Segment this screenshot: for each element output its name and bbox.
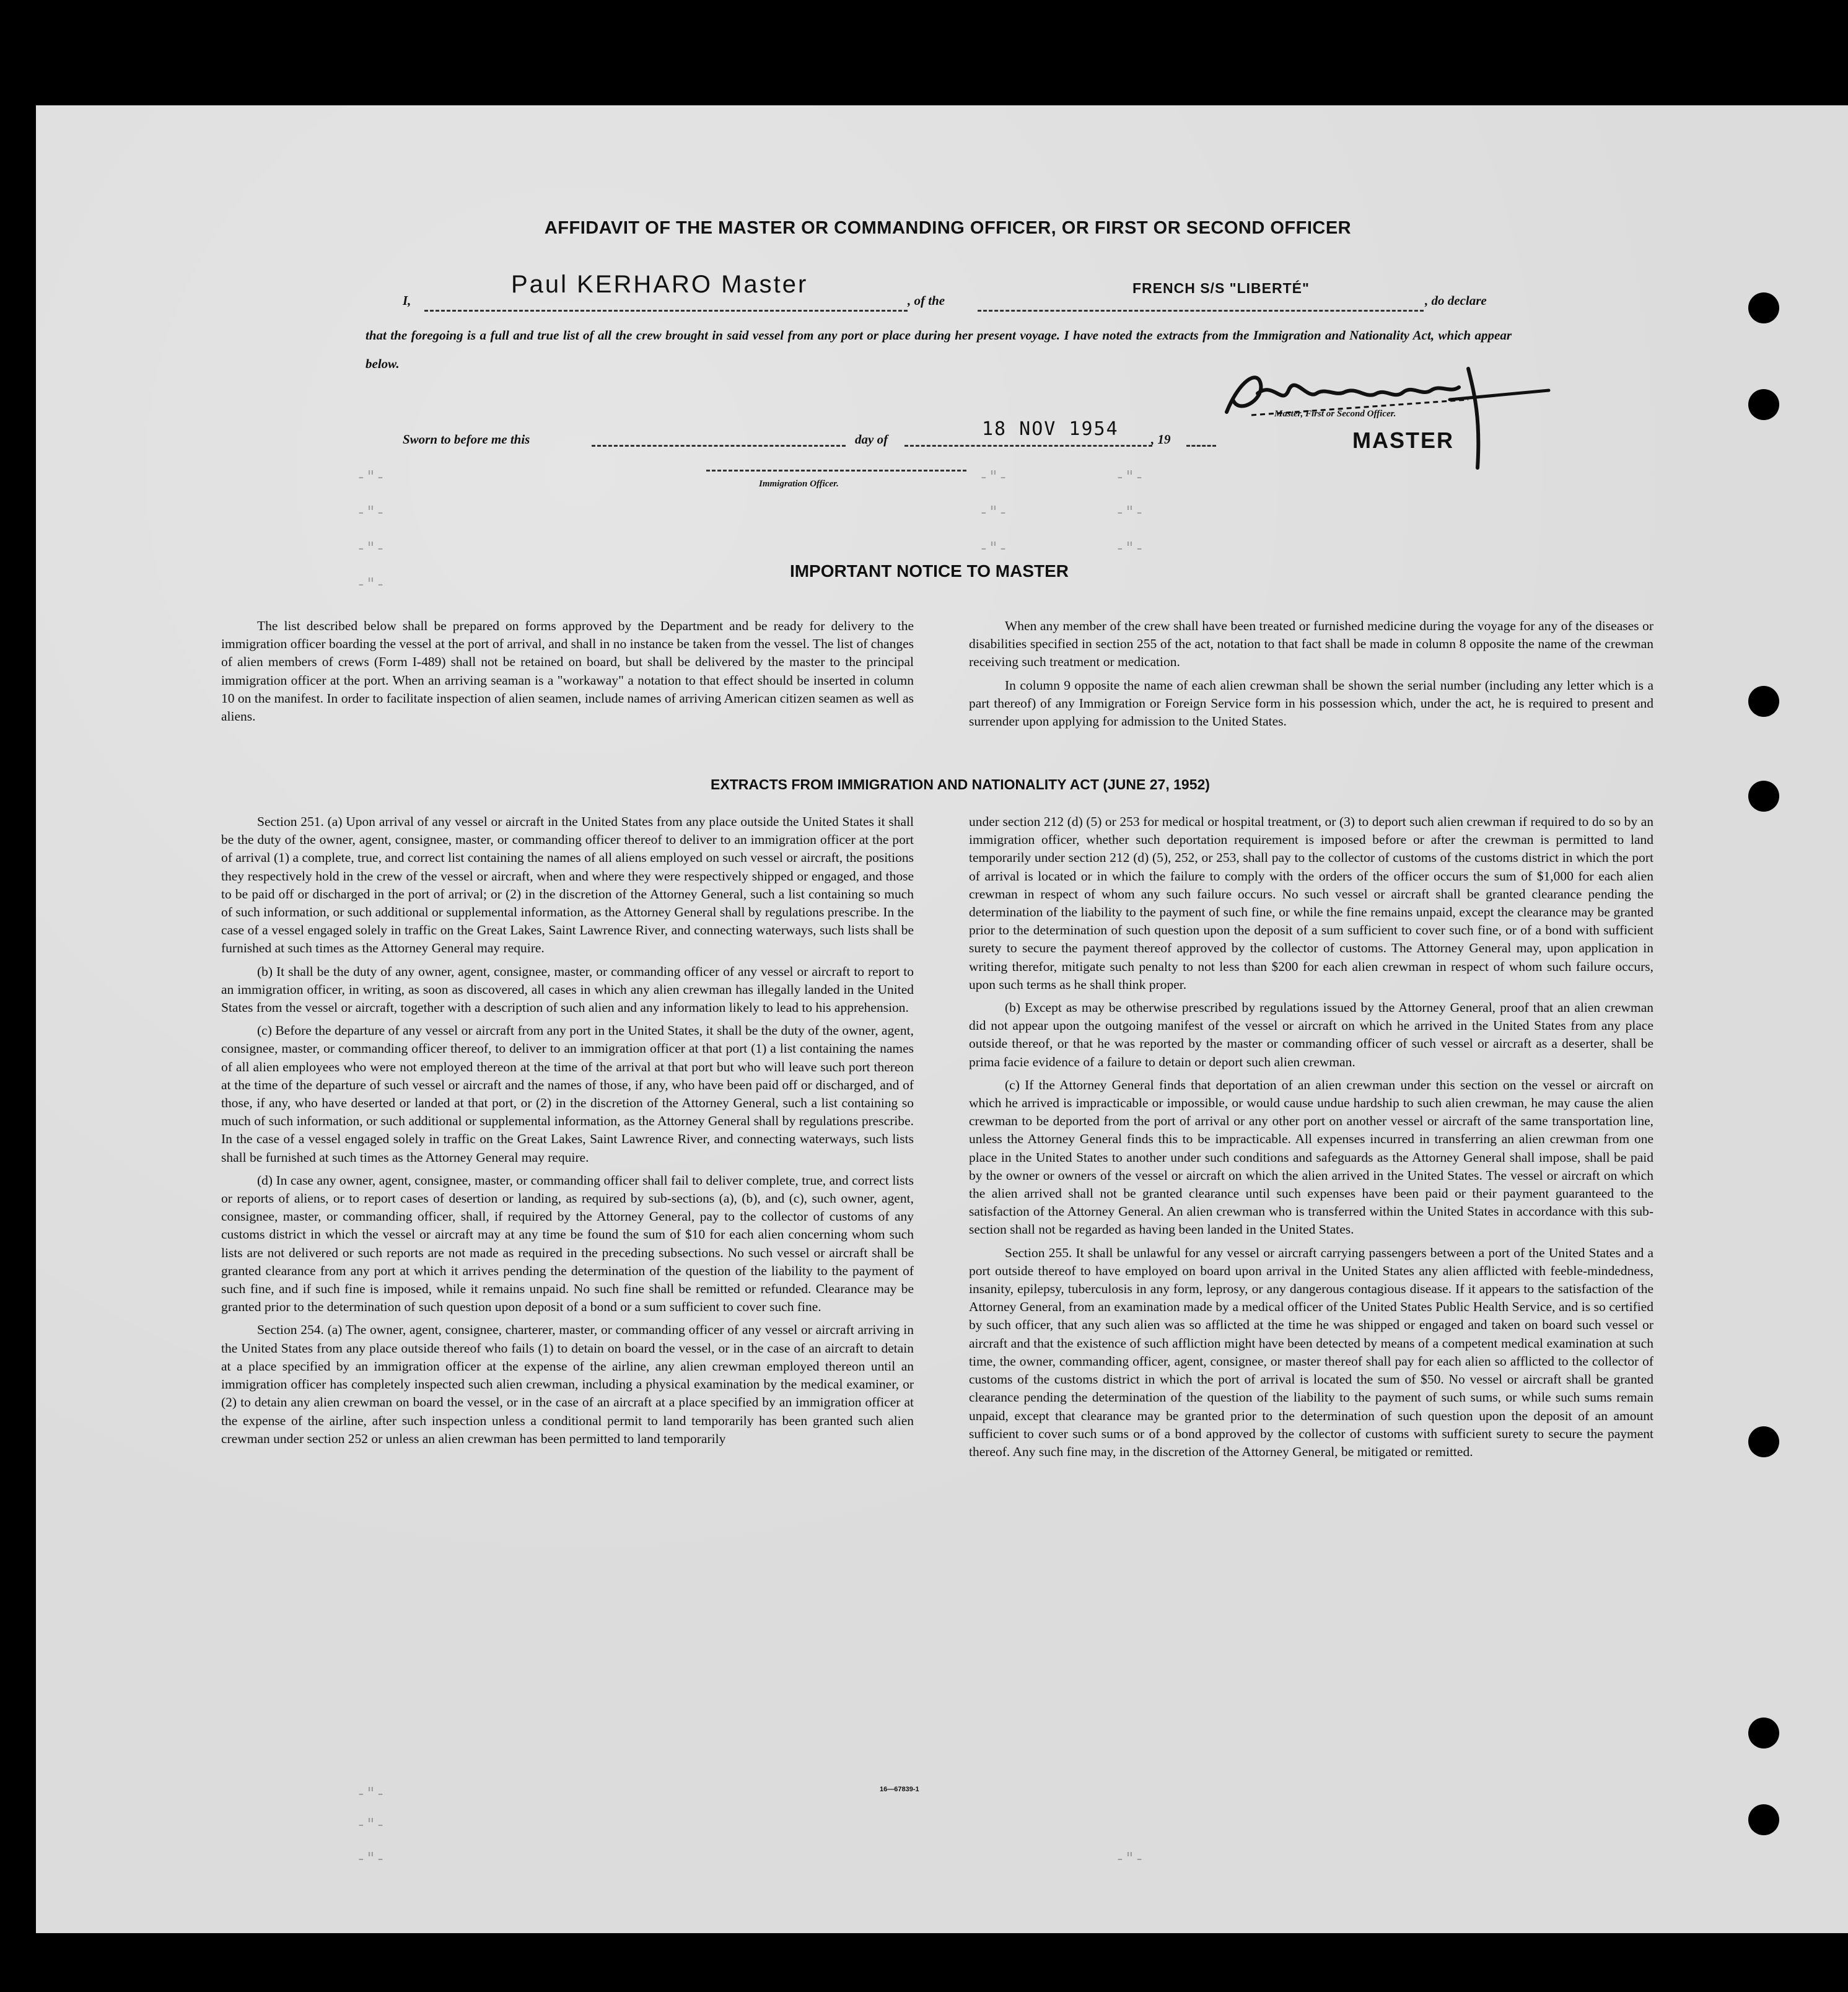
bleed-through-ditto: -"- [979,503,1008,522]
declaration-text: that the foregoing is a full and true list of all the crew brought in said vessel from any port or place during her present voyage. I have noted the extracts from the Immigration and Nationality Act, which appear below. [366,328,1512,371]
page-title: AFFIDAVIT OF THE MASTER OR COMMANDING OFFICER, OR FIRST OR SECOND OFFICER [544,218,1352,238]
section-251c: (c) Before the departure of any vessel or aircraft from any port in the United States, it shall be the duty of the owner, agent, consignee, master, or commanding officer thereof, to deliver to an immigration officer at that port (1) a list containing the names of all alien employees who were not employed thereon at the time of the arrival at that port but who will leave such port thereon at the time of the departure of such vessel or aircraft and the names of those, if any, who have been paid off or discharged, and of those, if any, who have deserted or landed at that port, or (2) in the discretion of the Attorney General, such a list containing so much of such information, or such additional or supplemental information, as the Attorney General shall by regulations prescribe. In the case of a vessel engaged solely in traffic on the Great Lakes, Saint Lawrence River, and connecting waterways, such lists shall be furnished at such times as the Attorney General may require. [221,1023,914,1165]
section-251a: Section 251. (a) Upon arrival of any vessel or aircraft in the United States from any place outside the United States it shall be the duty of the owner, agent, consignee, master, or commanding officer thereof to deliver to an immigration officer at the port of arrival (1) a complete, true, and correct list containing the names of all aliens employed on such vessel or aircraft, the positions they respectively hold in the crew of the vessel or aircraft, when and where they were respectively shipped or engaged, and those to be paid off or discharged in the port of arrival; or (2) in the discretion of the Attorney General, such a list containing so much of such information, or such additional or supplemental information, as the Attorney General shall by regulations prescribe. In the case of a vessel engaged solely in traffic on the Great Lakes, Saint Lawrence River, and connecting waterways, such lists shall be furnished at such times as the Attorney General may require. [221,814,914,956]
vessel-name: FRENCH S/S "LIBERTÉ" [1132,280,1310,296]
vessel-name-line [978,310,1424,312]
bleed-through-ditto: -"- [979,468,1008,486]
bleed-through-ditto: -"- [356,1784,385,1803]
signature-caption: Master, First or Second Officer. [1274,409,1396,419]
punch-hole [1748,292,1779,323]
section-251d: (d) In case any owner, agent, consignee, master, or commanding officer shall fail to deliver complete, true, and correct lists or reports of aliens, or to report cases of desertion or landing, as required by sub-sections (a), (b), and (c), such owner, agent, consignee, master, or commanding officer, shall, if required by the Attorney General, pay to the collector of customs of any customs district in which the vessel or aircraft may at any time be found the sum of $10 for each alien concerning whom such lists are not delivered or such reports are not made as required in the preceding subsections. No such vessel or aircraft shall be granted clearance from any port at which it arrives pending the determination of the question of the liability to the payment of such fine, and if such fine is imposed, while it remains unpaid. No such fine shall be remitted or refunded. Clearance may be granted prior to the determination of such question upon deposit of a bond or a sum sufficient to cover such fine. [221,1172,914,1315]
bleed-through-ditto: -"- [356,1849,385,1868]
master-name-line [424,310,908,312]
year-label: , 19 [1151,432,1171,447]
of-the-label: , of the [908,293,945,308]
punch-hole [1748,1804,1779,1835]
section-255: Section 255. It shall be unlawful for any vessel or aircraft carrying passengers between a port of the United States and a port outside thereof to have employed on board upon arrival in the United States any alien afflicted with feeble-mindedness, insanity, epilepsy, tuberculosis in any form, leprosy, or any dangerous contagious disease. If it appears to the satisfaction of the Attorney General, from an examination made by a medical officer of the United States Public Health Service, and is so certified by such officer, that any such alien was so afflicted at the time he was shipped or engaged and taken on board such vessel or aircraft and that the existence of such affliction might have been detected by means of a competent medical examination at such time, the owner, commanding officer, agent, consignee, or master thereof shall pay for each alien so afflicted to the collector of customs of the customs district in which the port of arrival is located the sum of $50. No vessel or aircraft shall be granted clearance pending the determination of the question of the liability to the payment of such sums, or while such sums remain unpaid, except that clearance may be granted prior to the determination of such question upon the deposit of an amount sufficient to cover such sums or of a bond approved by the collector of customs with sufficient surety to secure the payment thereof. Any such fine may, in the discretion of the Attorney General, be mitigated or remitted. [969,1245,1653,1459]
bleed-through-ditto: -"- [356,468,385,486]
section-254c: (c) If the Attorney General finds that deportation of an alien crewman under this section on the vessel or aircraft on which he arrived is impracticable or impossible, or would cause undue hardship to such alien crewman, he may cause the alien crewman to be deported from the port of arrival or any other port on another vessel or aircraft of the same transportation line, unless the Attorney General finds this to be impracticable. All expenses incurred in transferring an alien crewman from one place in the United States to another under such conditions and safeguards as the Attorney General shall impose, shall be paid by the owner or owners of the vessel or aircraft on which the alien arrived in the United States. The vessel or aircraft on which the alien arrived shall not be granted clearance until such expenses have been paid or their payment guaranteed to the satisfaction of the Attorney General. An alien crewman who is transferred within the United States in accordance with this sub-section shall not be regarded as having been landed in the United States. [969,1077,1653,1237]
bleed-through-ditto: -"- [1115,468,1144,486]
notice-paragraph: The list described below shall be prepared on forms approved by the Department and be ready for delivery to the immigration officer boarding the vessel at the port of arrival, and shall in no instance be taken from the vessel. The list of changes of alien members of crews (Form I-489) shall not be retained on board, but shall be delivered by the master to the principal immigration officer at the port. When an arriving seaman is a "workaway" a notation to that effect should be inserted in column 10 on the manifest. In order to facilitate inspection of alien seamen, include names of arriving American citizen seamen as well as aliens. [221,618,914,724]
immigration-officer-caption: Immigration Officer. [759,479,839,489]
extracts-heading: EXTRACTS FROM IMMIGRATION AND NATIONALITY ACT (JUNE 27, 1952) [711,776,1210,792]
notice-left-column [221,617,914,731]
bleed-through-ditto: -"- [1115,539,1144,558]
sworn-month-line [904,445,1152,447]
bleed-through-ditto: -"- [1115,1849,1144,1868]
punch-hole [1748,781,1779,812]
master-stamp: MASTER [1352,428,1454,453]
section-251b: (b) It shall be the duty of any owner, agent, consignee, master, or commanding officer of any vessel or aircraft to report to an immigration officer, in writing, as soon as discovered, all cases in which any alien crewman has illegally landed in the United States from the vessel or aircraft, together with a description of such alien and any information likely to lead to his apprehension. [221,963,914,1016]
notice-paragraph: In column 9 opposite the name of each alien crewman shall be shown the serial number (including any letter which is a part thereof) of any Immigration or Foreign Service form in his possession which, under the act, he is required to present and surrender upon applying for admission to the United States. [969,677,1653,729]
sworn-day-line [592,445,846,447]
extracts-left-column [221,813,914,1453]
notice-right-column [969,617,1653,735]
bleed-through-ditto: -"- [356,1815,385,1834]
section-254a: Section 254. (a) The owner, agent, consignee, charterer, master, or commanding officer of any vessel or aircraft arriving in the United States from any place outside thereof who fails (1) to detain on board the vessel, or in the case of an aircraft to detain at a place specified by an immigration officer at the expense of the airline, any alien crewman employed thereon until an immigration officer has completely inspected such alien crewman, including a physical examination by the medical examiner, or (2) to detain any alien crewman on board the vessel, or in the case of an aircraft at a place specified by an immigration officer at the expense of the airline, after such inspection unless a conditional permit to land temporarily has been granted such alien crewman under section 252 or unless an alien crewman has been permitted to land temporarily [221,1322,914,1446]
punch-hole [1748,1718,1779,1748]
section-254b: (b) Except as may be otherwise prescribed by regulations issued by the Attorney General, proof that an alien crewman did not appear upon the outgoing manifest of the vessel or aircraft on which he arrived in the United States from any place outside thereof, or that he was reported by the master or commanding officer of such vessel or aircraft as a deserter, shall be prima facie evidence of a failure to detain or deport such alien crewman. [969,1000,1653,1069]
sworn-label: Sworn to before me this [403,432,530,447]
notice-heading: IMPORTANT NOTICE TO MASTER [789,561,1069,581]
punch-hole [1748,1426,1779,1457]
sworn-year-line [1186,445,1216,447]
bleed-through-ditto: -"- [356,503,385,522]
punch-hole [1748,686,1779,717]
day-of-label: day of [855,432,888,447]
date-stamp: 18 NOV 1954 [982,418,1119,440]
notice-paragraph: When any member of the crew shall have been treated or furnished medicine during the voyage for any of the diseases or disabilities specified in section 255 of the act, notation to that fact shall be made in column 8 opposite the name of the crewman receiving such treatment or medication. [969,618,1653,670]
master-name: Paul KERHARO Master [511,271,808,298]
section-254a-continued: under section 212 (d) (5) or 253 for medical or hospital treatment, or (3) to deport such alien crewman if required to do so by an immigration officer, whether such deportation requirement is imposed before or after the crewman is permitted to land temporarily under section 212 (d) (5), 252, or 253, shall pay to the collector of customs of the customs district in which the port of arrival is located or in which the failure to comply with the orders of the officer occurs the sum of $1,000 for each alien crewman in respect of whom any such failure occurs. No such vessel or aircraft shall be granted clearance pending the determination of the liability to the payment of such fine, or while the fine remains unpaid, except the clearance may be granted prior to the determination of such question upon the deposit of a sum sufficient to cover such fine, or of a bond with sufficient surety to secure the payment thereof approved by the collector of customs. The Attorney General may, upon application in writing therefor, mitigate such penalty to not less than $200 for each alien crewman in respect of whom such failure occurs, upon such terms as he shall think proper. [969,814,1653,992]
extracts-right-column [969,813,1653,1466]
bleed-through-ditto: -"- [356,575,385,594]
i-label: I, [403,293,411,308]
bleed-through-ditto: -"- [356,539,385,558]
punch-hole [1748,389,1779,420]
bleed-through-ditto: -"- [1115,503,1144,522]
form-number: 16—67839-1 [880,1786,919,1793]
do-declare-label: , do declare [1425,293,1487,308]
immigration-officer-line [706,470,966,472]
bleed-through-ditto: -"- [979,539,1008,558]
